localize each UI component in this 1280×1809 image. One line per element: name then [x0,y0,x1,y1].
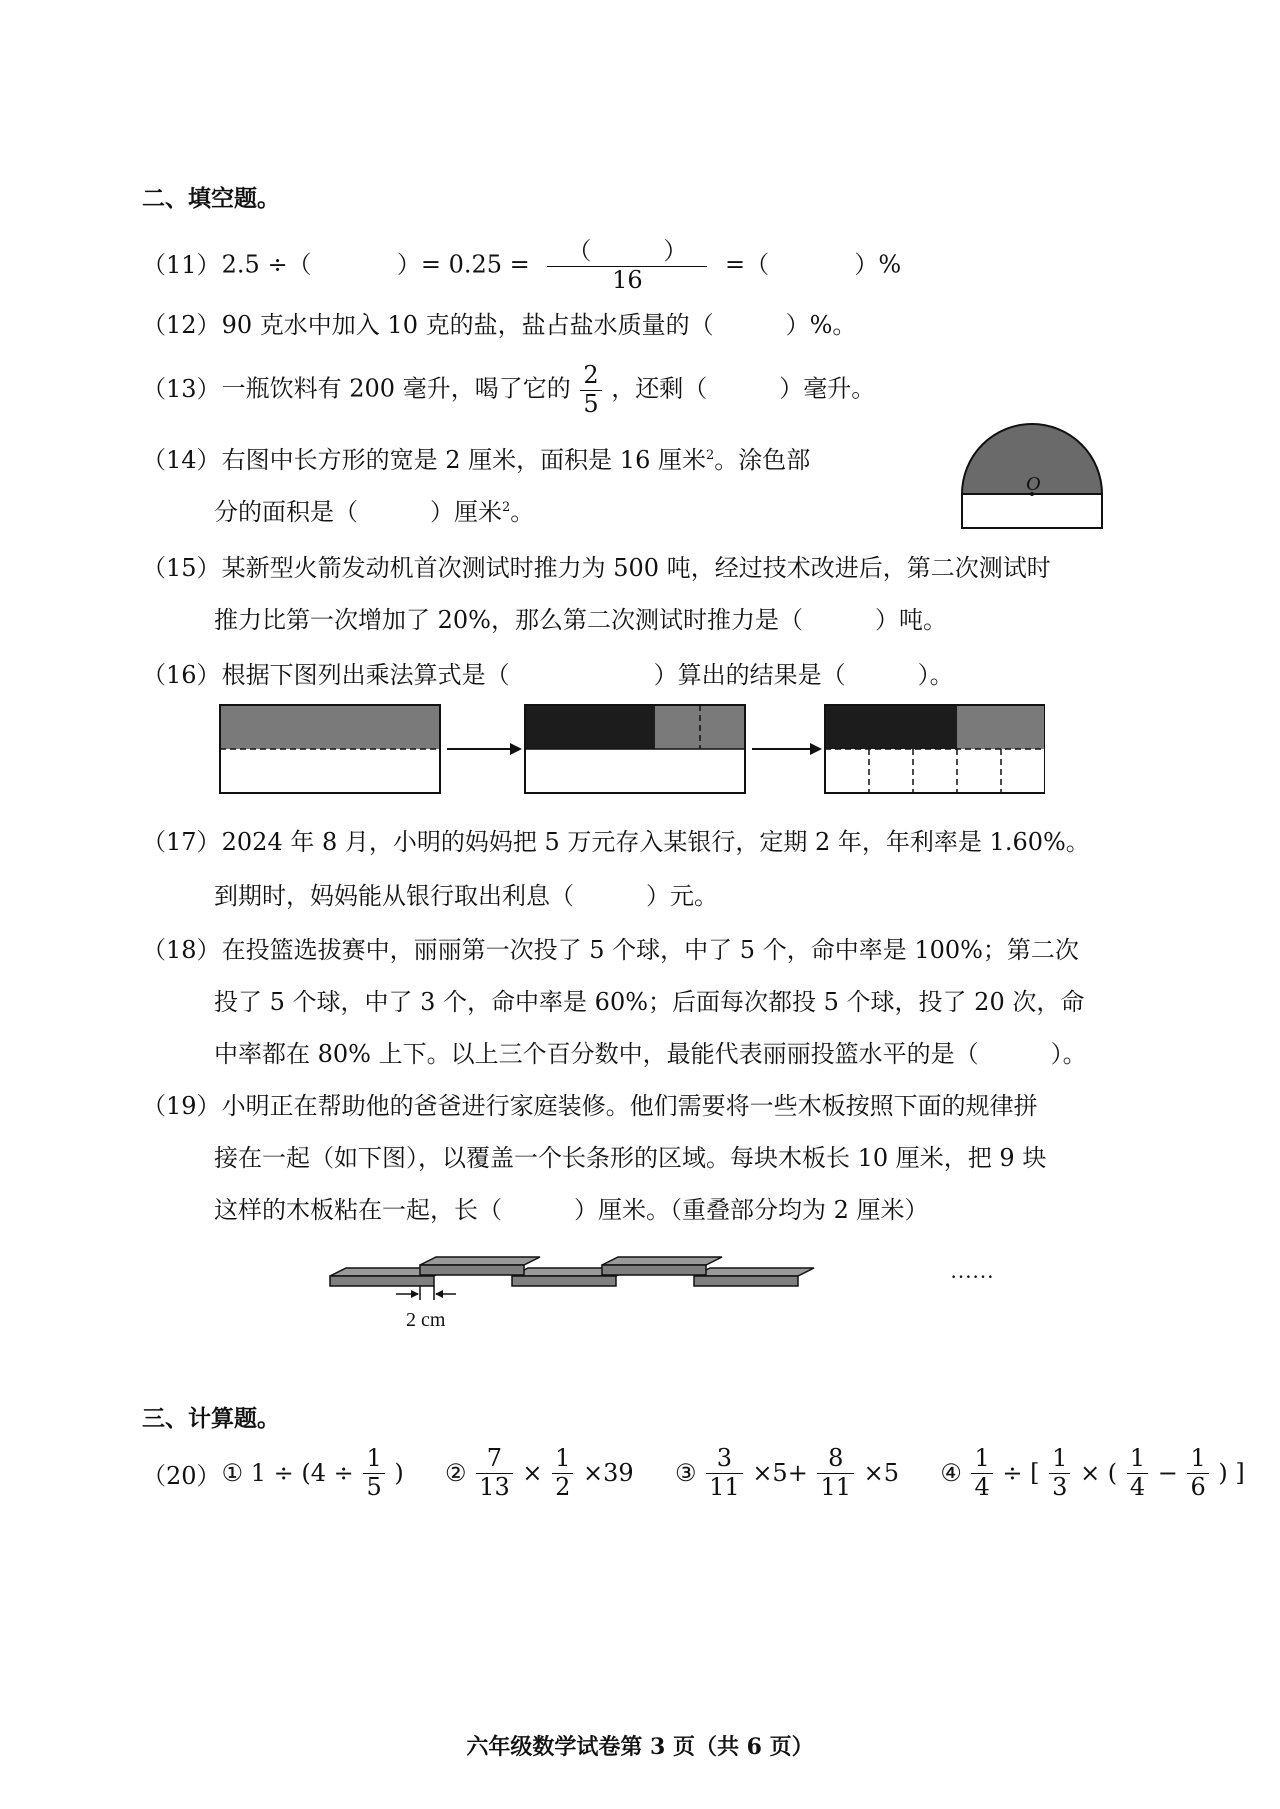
q20-part4-d: − [1157,1459,1178,1488]
overlap-label: 2 cm [406,1309,446,1331]
box-3-dark [825,705,957,749]
question-20 [142,1445,1245,1501]
fraction-numerator: 8 [817,1445,854,1474]
page-footer: 六年级数学试卷第 3 页（共 6 页） [466,1734,814,1760]
question-18 [142,930,1079,965]
fraction-numerator: 1 [971,1445,992,1474]
question-number: （15） [142,554,221,582]
ellipsis: …… [950,1258,994,1283]
arrow-2-head [810,743,822,755]
question-number: （14） [142,446,221,474]
q13-fraction-denominator: 5 [583,389,599,418]
q20-part3-c: ×5 [863,1459,900,1488]
multiplication-diagram [215,700,1045,800]
board-4 [602,1257,722,1275]
q14-line-1: 右图中长方形的宽是 2 厘米，面积是 16 厘米 [221,446,706,474]
section-2-title: 二、填空题。 [142,186,280,212]
q11-part-c: =（ [725,250,770,279]
fraction-numerator: 1 [1127,1445,1148,1474]
fraction-denominator: 13 [479,1472,510,1501]
q11-part-b: ）= 0.25 = [396,250,530,279]
question-15-line-2: 推力比第一次增加了 20%，那么第二次测试时推力是（ ）吨。 [214,606,947,634]
fraction-denominator: 11 [820,1472,851,1501]
fraction-denominator: 5 [366,1472,382,1501]
question-19-line-3: 这样的木板粘在一起，长（ ）厘米。（重叠部分均为 2 厘米） [214,1196,929,1224]
q13-part-b: ，还剩（ ）毫升。 [611,374,876,403]
fraction-denominator: 6 [1190,1472,1206,1501]
question-number: （18） [142,936,221,964]
q20-part4-b: ÷ [ [1002,1459,1040,1488]
question-number: （12） [142,311,221,339]
center-label: O [1026,473,1041,495]
q18-line-1: 在投篮选拔赛中，丽丽第一次投了 5 个球，中了 5 个，命中率是 100%；第二次 [221,936,1079,964]
q14-line-2: 分的面积是（ ）厘米 [214,498,502,526]
question-18-line-2: 投了 5 个球，中了 3 个，命中率是 60%；后面每次都投 5 个球，投了 20 次，命 [214,988,1085,1016]
fraction-denominator: 2 [555,1472,571,1501]
q15-line-1: 某新型火箭发动机首次测试时推力为 500 吨，经过技术改进后，第二次测试时 [221,554,1051,582]
question-17-line-2: 到期时，妈妈能从银行取出利息（ ）元。 [214,882,718,910]
overlap-arrowhead-left [411,1290,419,1298]
fraction-denominator: 4 [1129,1472,1146,1501]
rectangle [962,494,1102,528]
q14-line-2-end: 。 [510,498,535,526]
question-12 [142,305,856,340]
q14-superscript: 2 [502,500,511,515]
question-number: （11） [142,250,221,279]
box-2-dark [525,705,655,749]
section-3-title: 三、计算题。 [142,1406,280,1432]
q20-part2-a: ② [445,1459,467,1488]
question-number: （19） [142,1092,221,1120]
semicircle-rectangle-figure [960,412,1110,532]
fraction-denominator: 4 [974,1472,990,1501]
question-number: （16） [142,661,221,689]
q11-fraction-denominator: 16 [612,265,643,294]
question-13 [142,362,875,418]
q14-line-1-end: 。涂色部 [714,446,811,474]
q11-part-a: 2.5 ÷（ [221,250,312,279]
q14-superscript: 2 [705,448,715,463]
fraction-denominator: 11 [709,1472,740,1501]
question-19-line-2: 接在一起（如下图），以覆盖一个长条形的区域。每块木板长 10 厘米，把 9 块 [214,1144,1047,1172]
q20-part1-b: ) [394,1459,404,1488]
question-15 [142,548,1051,583]
q11-fraction-numerator: （ ） [547,238,707,267]
fraction-numerator: 1 [363,1445,384,1474]
q11-part-d: ）% [854,250,902,279]
q20-part2-b: × [522,1459,543,1488]
fraction-numerator: 1 [552,1445,573,1474]
q12-text: 90 克水中加入 10 克的盐，盐占盐水质量的（ ）%。 [221,311,857,339]
box-1-shaded [220,705,440,749]
q13-part-a: 一瓶饮料有 200 毫升，喝了它的 [221,374,571,403]
q20-part2-c: ×39 [583,1459,634,1488]
question-19 [142,1086,1038,1121]
fraction-numerator: 3 [706,1445,743,1474]
question-18-line-3: 中率都在 80% 上下。以上三个百分数中，最能代表丽丽投篮水平的是（ ）。 [214,1040,1087,1068]
q17-line-1: 2024 年 8 月，小明的妈妈把 5 万元存入某银行，定期 2 年，年利率是 1.60%。 [221,828,1090,856]
overlap-arrowhead-right [435,1290,443,1298]
question-14 [142,440,810,475]
arrow-1-head [510,743,522,755]
q20-part1-a: ① 1 ÷ (4 ÷ [221,1459,354,1488]
question-14-line-2 [214,492,534,527]
fraction-numerator: 1 [1187,1445,1208,1474]
question-number: （20） [142,1461,221,1490]
question-number: （13） [142,374,221,403]
fraction-numerator: 7 [476,1445,513,1474]
q20-part3-a: ③ [674,1459,697,1488]
q20-part4-a: ④ [940,1459,962,1488]
fraction-numerator: 1 [1049,1445,1070,1474]
question-17 [142,822,1090,857]
question-number: （17） [142,828,221,856]
wooden-boards-figure [320,1240,1020,1340]
board-2 [420,1257,540,1275]
question-16 [142,655,954,690]
box-3-gray [957,705,1045,749]
question-11 [142,238,901,294]
board-5 [694,1268,814,1286]
q20-part4-c: × ( [1080,1459,1118,1488]
fraction-denominator: 3 [1052,1472,1068,1501]
q19-line-1: 小明正在帮助他的爸爸进行家庭装修。他们需要将一些木板按照下面的规律拼 [221,1092,1038,1120]
q16-text: 根据下图列出乘法算式是（ ）算出的结果是（ ）。 [221,661,954,689]
q20-part4-e: ) ] [1218,1459,1245,1488]
q20-part3-b: ×5+ [752,1459,808,1488]
q13-fraction-numerator: 2 [580,362,601,391]
